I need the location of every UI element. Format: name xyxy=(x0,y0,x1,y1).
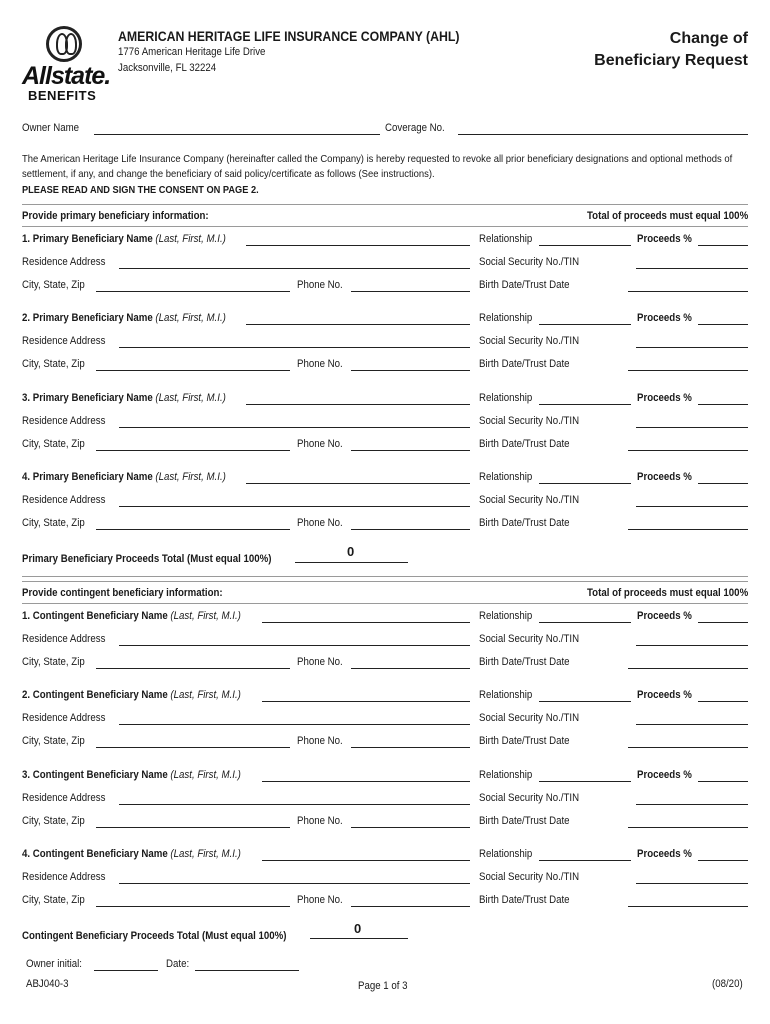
primary-beneficiary-4-city-label: City, State, Zip xyxy=(22,516,85,529)
contingent-beneficiary-2-name-label: 2. Contingent Beneficiary Name (Last, First, M.I.) xyxy=(22,689,241,702)
contingent-beneficiary-3-name-label: 3. Contingent Beneficiary Name (Last, First, M.I.) xyxy=(22,768,241,781)
contingent-beneficiary-1-residence-field[interactable] xyxy=(119,645,470,646)
primary-beneficiary-1-name-field[interactable] xyxy=(246,245,470,246)
company-name: AMERICAN HERITAGE LIFE INSURANCE COMPANY (AHL) xyxy=(118,28,460,44)
primary-beneficiary-4-relationship-label: Relationship xyxy=(479,470,533,483)
primary-total-label: Primary Beneficiary Proceeds Total (Must equal 100%) xyxy=(22,553,272,566)
coverage-no-field[interactable] xyxy=(458,134,748,135)
owner-name-field[interactable] xyxy=(94,134,380,135)
owner-name-label: Owner Name xyxy=(22,122,80,134)
contingent-beneficiary-3-birth-label: Birth Date/Trust Date xyxy=(479,814,570,827)
contingent-beneficiary-4-phone-label: Phone No. xyxy=(297,893,343,906)
company-address-line1: 1776 American Heritage Life Drive xyxy=(118,46,266,58)
primary-beneficiary-3-name-field[interactable] xyxy=(246,404,470,405)
primary-beneficiary-1-phone-label: Phone No. xyxy=(297,279,343,291)
primary-beneficiary-2-relationship-label: Relationship xyxy=(479,312,533,325)
primary-beneficiary-4-birth-field[interactable] xyxy=(628,529,748,530)
logo-wordmark: Allstate. xyxy=(22,62,111,90)
contingent-beneficiary-1-proceeds-label: Proceeds % xyxy=(637,610,692,622)
intro-text: The American Heritage Life Insurance Company (hereinafter called the Company) is hereby requested to revoke all prior beneficiary designations and optional methods of settlement, if any, and change the beneficiary of said policy/certificate as follows (See instructions). xyxy=(22,153,733,180)
owner-initial-field[interactable] xyxy=(94,970,158,971)
primary-beneficiary-1-ssn-field[interactable] xyxy=(636,268,748,269)
primary-divider xyxy=(22,204,748,205)
contingent-beneficiary-4-relationship-field[interactable] xyxy=(539,860,631,861)
owner-initial-label: Owner initial: xyxy=(26,958,82,970)
form-code: ABJ040-3 xyxy=(26,978,69,990)
primary-beneficiary-1-birth-label: Birth Date/Trust Date xyxy=(479,279,570,291)
contingent-beneficiary-4-ssn-field[interactable] xyxy=(636,883,748,884)
contingent-beneficiary-2-phone-label: Phone No. xyxy=(297,735,343,748)
contingent-beneficiary-3-relationship-field[interactable] xyxy=(539,781,631,782)
date-field[interactable] xyxy=(195,970,299,971)
primary-beneficiary-4-residence-field[interactable] xyxy=(119,506,470,507)
primary-beneficiary-1-residence-label: Residence Address xyxy=(22,256,106,268)
primary-beneficiary-1-city-field[interactable] xyxy=(96,291,290,292)
contingent-beneficiary-3-proceeds-label: Proceeds % xyxy=(637,768,692,781)
primary-beneficiary-1-relationship-label: Relationship xyxy=(479,233,533,245)
primary-beneficiary-4-name-label: 4. Primary Beneficiary Name (Last, First, M.I.) xyxy=(22,470,226,483)
contingent-beneficiary-3-ssn-field[interactable] xyxy=(636,804,748,805)
primary-beneficiary-3-city-field[interactable] xyxy=(96,450,290,451)
contingent-beneficiary-2-phone-field[interactable] xyxy=(351,747,470,748)
primary-beneficiary-2-ssn-label: Social Security No./TIN xyxy=(479,335,580,348)
contingent-beneficiary-2-city-field[interactable] xyxy=(96,747,290,748)
contingent-beneficiary-2-ssn-label: Social Security No./TIN xyxy=(479,712,580,725)
contingent-beneficiary-1-phone-field[interactable] xyxy=(351,668,470,669)
contingent-beneficiary-3-proceeds-field[interactable] xyxy=(698,781,748,782)
contingent-beneficiary-2-birth-field[interactable] xyxy=(628,747,748,748)
contingent-beneficiary-3-phone-label: Phone No. xyxy=(297,814,343,827)
contingent-beneficiary-3-birth-field[interactable] xyxy=(628,827,748,828)
contingent-beneficiary-1-proceeds-field[interactable] xyxy=(698,622,748,623)
contingent-total-field[interactable] xyxy=(310,938,408,939)
contingent-beneficiary-3-phone-field[interactable] xyxy=(351,827,470,828)
sections-separator xyxy=(22,576,748,577)
company-address-line2: Jacksonville, FL 32224 xyxy=(118,62,217,74)
primary-beneficiary-4-residence-label: Residence Address xyxy=(22,493,106,506)
primary-beneficiary-1-name-label: 1. Primary Beneficiary Name (Last, First, M.I.) xyxy=(22,233,226,245)
primary-beneficiary-4-ssn-field[interactable] xyxy=(636,506,748,507)
contingent-beneficiary-4-proceeds-label: Proceeds % xyxy=(637,847,692,860)
primary-beneficiary-4-phone-field[interactable] xyxy=(351,529,470,530)
contingent-beneficiary-1-ssn-field[interactable] xyxy=(636,645,748,646)
contingent-beneficiary-4-birth-field[interactable] xyxy=(628,906,748,907)
primary-beneficiary-2-ssn-field[interactable] xyxy=(636,347,748,348)
contingent-beneficiary-1-city-label: City, State, Zip xyxy=(22,656,85,668)
contingent-beneficiary-1-phone-label: Phone No. xyxy=(297,656,343,668)
contingent-beneficiary-4-ssn-label: Social Security No./TIN xyxy=(479,870,580,883)
primary-beneficiary-3-birth-label: Birth Date/Trust Date xyxy=(479,437,570,450)
logo-subtitle: BENEFITS xyxy=(28,88,97,103)
contingent-beneficiary-3-city-field[interactable] xyxy=(96,827,290,828)
contingent-beneficiary-3-ssn-label: Social Security No./TIN xyxy=(479,791,580,804)
primary-beneficiary-4-relationship-field[interactable] xyxy=(539,483,631,484)
contingent-beneficiary-3-relationship-label: Relationship xyxy=(479,768,533,781)
primary-beneficiary-1-proceeds-field[interactable] xyxy=(698,245,748,246)
primary-beneficiary-1-relationship-field[interactable] xyxy=(539,245,631,246)
primary-beneficiary-4-proceeds-label: Proceeds % xyxy=(637,470,692,483)
primary-beneficiary-2-city-label: City, State, Zip xyxy=(22,358,85,371)
contingent-beneficiary-4-phone-field[interactable] xyxy=(351,906,470,907)
contingent-beneficiary-3-city-label: City, State, Zip xyxy=(22,814,85,827)
contingent-beneficiary-2-relationship-label: Relationship xyxy=(479,689,533,702)
contingent-beneficiary-4-birth-label: Birth Date/Trust Date xyxy=(479,893,570,906)
contingent-total-value: 0 xyxy=(354,921,362,936)
primary-beneficiary-3-residence-field[interactable] xyxy=(119,427,470,428)
primary-beneficiary-1-proceeds-label: Proceeds % xyxy=(637,233,692,245)
contingent-beneficiary-2-residence-label: Residence Address xyxy=(22,712,106,725)
contingent-beneficiary-1-birth-label: Birth Date/Trust Date xyxy=(479,656,570,668)
date-label: Date: xyxy=(166,958,190,970)
primary-beneficiary-3-city-label: City, State, Zip xyxy=(22,437,85,450)
contingent-beneficiary-2-proceeds-field[interactable] xyxy=(698,701,748,702)
primary-beneficiary-2-city-field[interactable] xyxy=(96,370,290,371)
contingent-section-underline xyxy=(22,603,748,604)
primary-beneficiary-1-ssn-label: Social Security No./TIN xyxy=(479,256,580,268)
primary-beneficiary-3-phone-label: Phone No. xyxy=(297,437,343,450)
primary-beneficiary-3-proceeds-label: Proceeds % xyxy=(637,391,692,404)
primary-beneficiary-2-birth-field[interactable] xyxy=(628,370,748,371)
revision-date: (08/20) xyxy=(712,978,743,990)
contingent-beneficiary-3-residence-label: Residence Address xyxy=(22,791,106,804)
primary-total-field[interactable] xyxy=(295,562,408,563)
primary-beneficiary-2-birth-label: Birth Date/Trust Date xyxy=(479,358,570,371)
primary-beneficiary-4-birth-label: Birth Date/Trust Date xyxy=(479,516,570,529)
primary-beneficiary-1-birth-field[interactable] xyxy=(628,291,748,292)
contingent-beneficiary-2-name-field[interactable] xyxy=(262,701,470,702)
allstate-logo xyxy=(22,26,117,103)
primary-beneficiary-2-name-field[interactable] xyxy=(246,324,470,325)
contingent-beneficiary-2-proceeds-label: Proceeds % xyxy=(637,689,692,702)
form-title-line2: Beneficiary Request xyxy=(594,52,748,69)
contingent-beneficiary-2-city-label: City, State, Zip xyxy=(22,735,85,748)
primary-beneficiary-2-residence-field[interactable] xyxy=(119,347,470,348)
primary-beneficiary-4-ssn-label: Social Security No./TIN xyxy=(479,493,580,506)
read-sign-notice: PLEASE READ AND SIGN THE CONSENT ON PAGE 2. xyxy=(22,184,259,196)
contingent-beneficiary-4-city-field[interactable] xyxy=(96,906,290,907)
primary-beneficiary-2-proceeds-field[interactable] xyxy=(698,324,748,325)
hands-logo-icon xyxy=(46,26,82,62)
primary-beneficiary-4-proceeds-field[interactable] xyxy=(698,483,748,484)
contingent-total-note: Total of proceeds must equal 100% xyxy=(586,587,748,599)
primary-beneficiary-2-proceeds-label: Proceeds % xyxy=(637,312,692,325)
contingent-beneficiary-1-ssn-label: Social Security No./TIN xyxy=(479,633,580,645)
contingent-beneficiary-1-relationship-label: Relationship xyxy=(479,610,533,622)
primary-beneficiary-3-ssn-label: Social Security No./TIN xyxy=(479,414,580,427)
primary-beneficiary-2-phone-label: Phone No. xyxy=(297,358,343,371)
primary-beneficiary-3-name-label: 3. Primary Beneficiary Name (Last, First, M.I.) xyxy=(22,391,226,404)
primary-beneficiary-2-phone-field[interactable] xyxy=(351,370,470,371)
primary-beneficiary-3-ssn-field[interactable] xyxy=(636,427,748,428)
primary-beneficiary-3-relationship-label: Relationship xyxy=(479,391,533,404)
contingent-beneficiary-4-city-label: City, State, Zip xyxy=(22,893,85,906)
contingent-beneficiary-1-name-field[interactable] xyxy=(262,622,470,623)
primary-total-note: Total of proceeds must equal 100% xyxy=(586,210,748,222)
contingent-beneficiary-1-name-label: 1. Contingent Beneficiary Name (Last, First, M.I.) xyxy=(22,610,241,622)
contingent-beneficiary-4-name-field[interactable] xyxy=(262,860,470,861)
primary-beneficiary-3-phone-field[interactable] xyxy=(351,450,470,451)
primary-section-label: Provide primary beneficiary information: xyxy=(22,210,209,222)
contingent-beneficiary-4-name-label: 4. Contingent Beneficiary Name (Last, First, M.I.) xyxy=(22,847,241,860)
primary-beneficiary-1-city-label: City, State, Zip xyxy=(22,279,85,291)
primary-beneficiary-1-residence-field[interactable] xyxy=(119,268,470,269)
contingent-beneficiary-4-proceeds-field[interactable] xyxy=(698,860,748,861)
page-number: Page 1 of 3 xyxy=(358,980,408,992)
contingent-beneficiary-3-residence-field[interactable] xyxy=(119,804,470,805)
form-title-line1: Change of xyxy=(669,30,748,47)
primary-beneficiary-2-name-label: 2. Primary Beneficiary Name (Last, First, M.I.) xyxy=(22,312,226,325)
contingent-beneficiary-1-birth-field[interactable] xyxy=(628,668,748,669)
primary-beneficiary-4-city-field[interactable] xyxy=(96,529,290,530)
primary-beneficiary-2-residence-label: Residence Address xyxy=(22,335,106,348)
contingent-beneficiary-1-residence-label: Residence Address xyxy=(22,633,106,645)
primary-beneficiary-4-name-field[interactable] xyxy=(246,483,470,484)
contingent-beneficiary-4-residence-field[interactable] xyxy=(119,883,470,884)
contingent-beneficiary-2-residence-field[interactable] xyxy=(119,724,470,725)
primary-beneficiary-3-relationship-field[interactable] xyxy=(539,404,631,405)
primary-beneficiary-1-phone-field[interactable] xyxy=(351,291,470,292)
contingent-beneficiary-1-relationship-field[interactable] xyxy=(539,622,631,623)
primary-beneficiary-4-phone-label: Phone No. xyxy=(297,516,343,529)
contingent-section-label: Provide contingent beneficiary information: xyxy=(22,587,223,599)
coverage-no-label: Coverage No. xyxy=(385,122,445,134)
primary-total-value: 0 xyxy=(347,544,355,559)
contingent-beneficiary-2-ssn-field[interactable] xyxy=(636,724,748,725)
primary-beneficiary-3-birth-field[interactable] xyxy=(628,450,748,451)
contingent-beneficiary-4-residence-label: Residence Address xyxy=(22,870,106,883)
primary-beneficiary-3-residence-label: Residence Address xyxy=(22,414,106,427)
contingent-beneficiary-2-relationship-field[interactable] xyxy=(539,701,631,702)
contingent-total-label: Contingent Beneficiary Proceeds Total (Must equal 100%) xyxy=(22,930,287,943)
contingent-divider xyxy=(22,581,748,582)
contingent-beneficiary-4-relationship-label: Relationship xyxy=(479,847,533,860)
primary-beneficiary-2-relationship-field[interactable] xyxy=(539,324,631,325)
primary-beneficiary-3-proceeds-field[interactable] xyxy=(698,404,748,405)
contingent-beneficiary-3-name-field[interactable] xyxy=(262,781,470,782)
contingent-beneficiary-1-city-field[interactable] xyxy=(96,668,290,669)
form-title xyxy=(594,28,748,72)
primary-section-underline xyxy=(22,226,748,227)
contingent-beneficiary-2-birth-label: Birth Date/Trust Date xyxy=(479,735,570,748)
